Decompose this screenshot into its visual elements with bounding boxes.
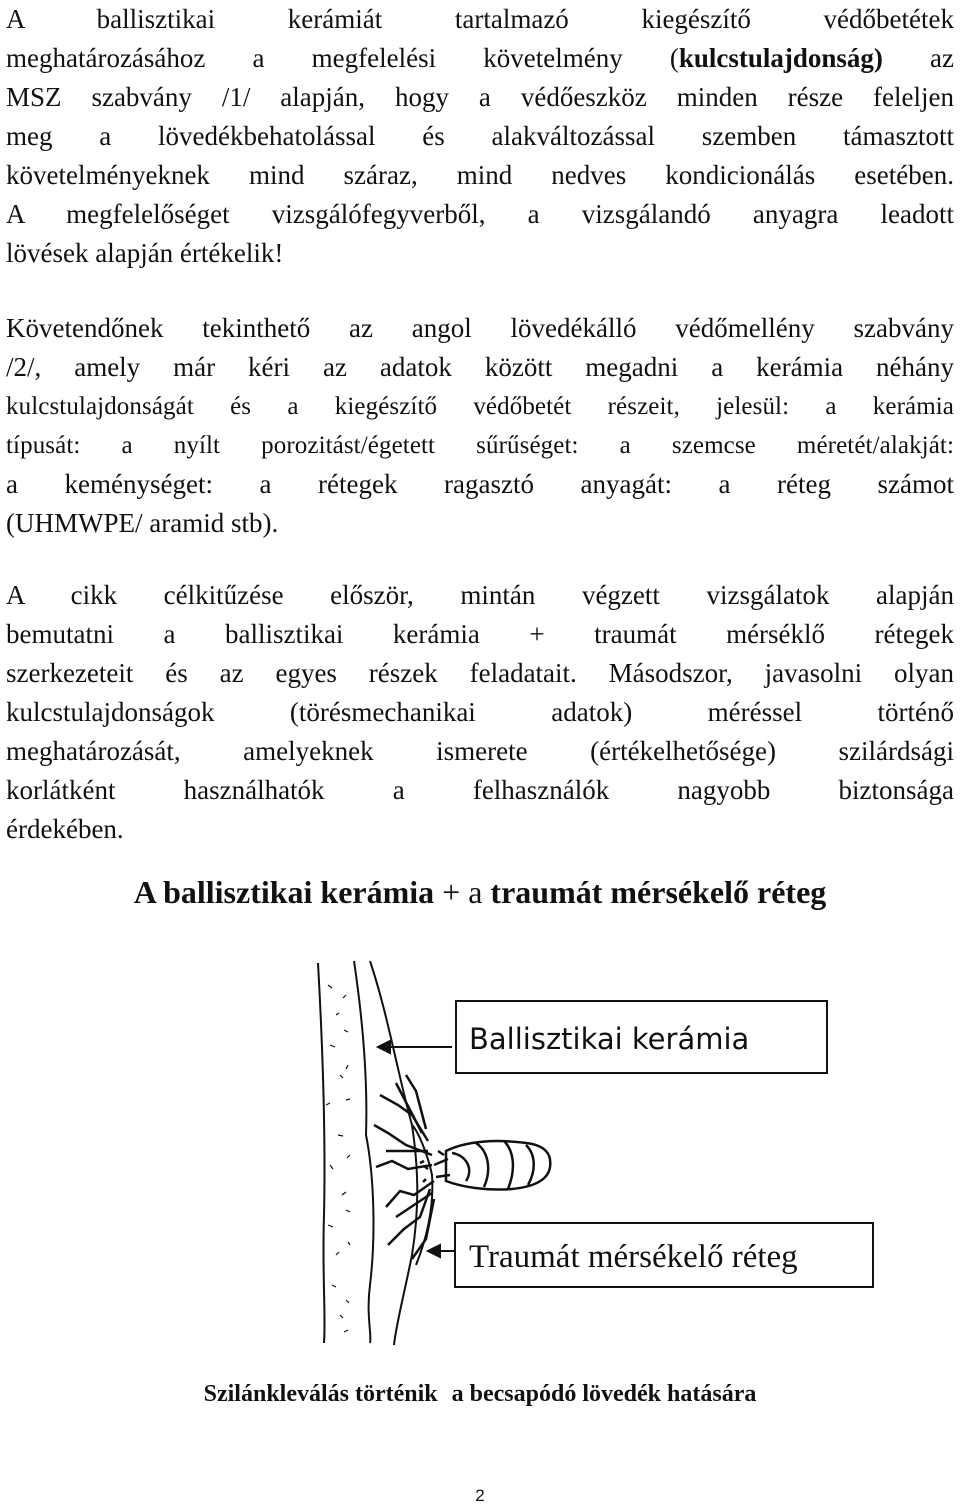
- text-line: szerkezeteit és az egyes részek feladatait. Másodszor, javasolni olyan: [6, 658, 954, 688]
- layer-texture: [326, 985, 350, 1332]
- projectile-fragments: [420, 1141, 550, 1190]
- text-line: követelményeknek mind száraz, mind nedves kondicionálás esetében.: [6, 160, 954, 190]
- text-line: korlátként használhatók a felhasználók nagyobb biztonsága: [6, 775, 954, 805]
- text-line: kulcstulajdonságát és a kiegészítő védőbetét részeit, jelesül: a kerámia: [6, 393, 954, 420]
- ceramic-plate-outline: [370, 961, 417, 1345]
- caption-part: Szilánkleválás történik: [203, 1381, 438, 1407]
- heading-part: + a: [434, 874, 491, 910]
- text-line: [6, 39, 954, 78]
- text-line: bemutatni a ballisztikai kerámia + traumát mérséklő rétegek: [6, 619, 954, 649]
- text-line: A ballisztikai kerámiát tartalmazó kiegészítő védőbetétek: [6, 4, 954, 34]
- trauma-layer-label-box: [454, 1222, 874, 1288]
- ceramic-label-box: [455, 1000, 828, 1074]
- text-line: típusát: a nyílt porozitást/égetett sűrűséget: a szemcse méretét/alakját:: [6, 432, 954, 459]
- bold-term: kulcstulajdonság): [678, 43, 883, 73]
- figure-caption: [0, 1378, 960, 1410]
- text-line: érdekében.: [6, 814, 124, 844]
- trauma-layer-label: Traumát mérsékelő réteg: [469, 1239, 798, 1275]
- page-number: 2: [475, 1486, 485, 1505]
- text-line: Követendőnek tekinthető az angol lövedékálló védőmellény szabvány: [6, 313, 954, 343]
- text-segment: meghatározásához a megfelelési követelmény (: [6, 43, 679, 73]
- objective-paragraph: [6, 576, 954, 849]
- text-segment: az: [882, 43, 954, 73]
- text-line: a keménységet: a rétegek ragasztó anyagát: a réteg számot: [6, 469, 954, 499]
- text-line: meghatározását, amelyeknek ismerete (értékelhetősége) szilárdsági: [6, 736, 954, 766]
- text-line: lövések alapján értékelik!: [6, 238, 284, 268]
- figure-heading: [0, 872, 960, 912]
- intro-paragraph: [6, 0, 954, 273]
- text-line: meg a lövedékbehatolással és alakváltozással szemben támasztott: [6, 121, 954, 151]
- ceramic-label: Ballisztikai kerámia: [469, 1022, 750, 1056]
- heading-part: A ballisztikai kerámia: [133, 874, 435, 910]
- caption-part: a becsapódó lövedék hatására: [451, 1381, 757, 1407]
- text-line: kulcstulajdonságok (törésmechanikai adatok) méréssel történő: [6, 697, 954, 727]
- heading-part: traumát mérsékelő réteg: [490, 874, 827, 910]
- text-line: (UHMWPE/ aramid stb).: [6, 508, 279, 538]
- text-line: MSZ szabvány /1/ alapján, hogy a védőeszköz minden része feleljen: [6, 82, 954, 112]
- trauma-layer-outline: [354, 961, 373, 1343]
- text-line: /2/, amely már kéri az adatok között megadni a kerámia néhány: [6, 352, 954, 382]
- text-line: A cikk célkitűzése először, mintán végzett vizsgálatok alapján: [6, 580, 954, 610]
- trauma-layer-outline: [318, 963, 325, 1343]
- standard-paragraph: [6, 309, 954, 543]
- text-line: A megfelelőséget vizsgálófegyverből, a vizsgálandó anyagra leadott: [6, 199, 954, 229]
